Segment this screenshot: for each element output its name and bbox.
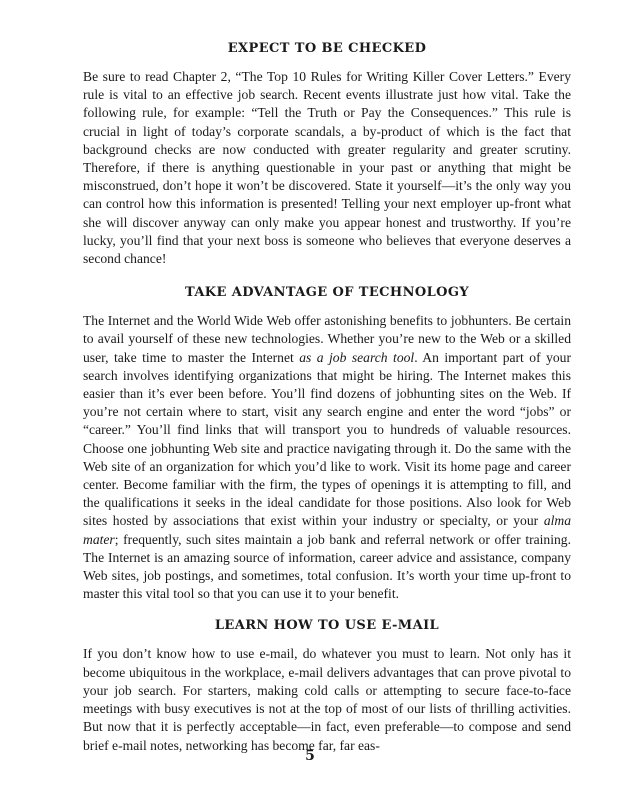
body-text: . An important part of your search involves identifying organizations that might be hiring. The Internet makes this easier than it’s ever been before. You’ll find dozens of jobhunting sites on the Web. If you’re not certain where to start, visit any search engine and enter the word “jobs” or “career.” You’ll find links that will transport you to hundreds of valuable resources. Choose one jobhunting Web site and practice navigating through it. Do the same with the Web site of an organization for which you’d like to work. Visit its home page and career center. Become familiar with the firm, the types of openings it is attempting to fill, and the qualifications it seeks in the ideal candidate for those positions. Also look for Web sites hosted by associations that exist within your industry or specialty, or your	[83, 349, 571, 529]
section-body-expect-checked: Be sure to read Chapter 2, “The Top 10 Rules for Writing Killer Cover Letters.” Every rule is vital to an effective job search. Recent events illustrate just how vital. Take the following rule, for example: “Tell the Truth or Pay the Consequences.” This rule is crucial in light of today’s corporate scandals, a by-product of which is the fact that background checks are now conducted with greater regularity and greater scrutiny. Therefore, if there is anything questionable in your past or anything that might be misconstrued, don’t hope it won’t be discovered. State it yourself—it’s the only way you can control how this information is presented! Telling your next employer up-front what she will discover anyway can only make you appear honest and trustworthy. If you’re lucky, you’ll find that your next boss is someone who believes that everyone deserves a second chance!	[83, 69, 571, 267]
page-number: 5	[305, 748, 315, 764]
italic-phrase: alma mater	[83, 513, 571, 547]
section-heading-expect-checked: EXPECT TO BE CHECKED	[227, 41, 427, 56]
section-heading-technology: TAKE ADVANTAGE OF TECHNOLOGY	[184, 285, 470, 301]
body-text: The Internet and the World Wide Web offer astonishing benefits to jobhunters. Be certain to avail yourself of these new technologies. Whether you’re new to the Web or a skilled user, take time to master the Internet	[83, 313, 571, 365]
section-body-email: If you don’t know how to use e-mail, do whatever you must to learn. Not only has it become ubiquitous in the workplace, e-mail delivers advantages that can prove pivotal to your job search. For starters, making cold calls or attempting to secure face-to-face meetings with busy executives is not at the top of most of our lists of thrilling activities. But now that it is perfectly acceptable—in fact, even preferable—to compose and send brief e-mail notes, networking has become far, far eas-	[83, 646, 571, 753]
italic-phrase: as a job search tool	[299, 349, 415, 365]
section-heading-email: LEARN HOW TO USE E-MAIL	[214, 618, 440, 634]
body-text: ; frequently, such sites maintain a job bank and referral network or offer training. The Internet is an amazing source of information, career advice and assistance, company Web sites, job postings, and sometimes, total confusion. It’s worth your time up-front to master this vital tool so that you can use it to your benefit.	[83, 531, 571, 602]
section-body-technology	[83, 312, 571, 603]
page-content	[83, 40, 571, 755]
